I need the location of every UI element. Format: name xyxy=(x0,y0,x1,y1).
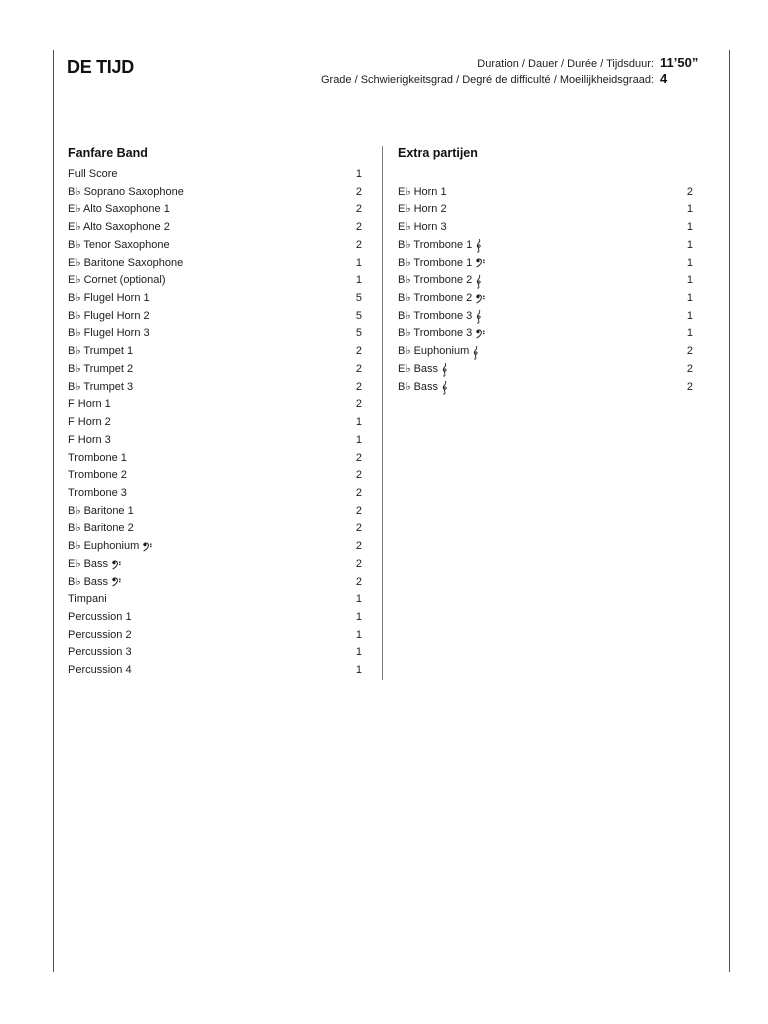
instrument-name: E♭ Cornet (optional) xyxy=(68,274,166,287)
treble-clef-icon xyxy=(441,380,449,395)
fanfare-band-list xyxy=(68,146,362,680)
instrument-name: B♭ Trombone 3 xyxy=(398,309,473,322)
bass-clef-icon xyxy=(475,329,486,339)
fanfare-band-rows xyxy=(68,166,362,680)
instrument-name: F Horn 2 xyxy=(68,416,111,429)
instrument-name: Percussion 1 xyxy=(68,610,132,623)
instrument-row xyxy=(68,325,362,343)
grade-label: Grade / Schwierigkeitsgrad / Degré de difficulté / Moeilijkheidsgraad: xyxy=(320,74,654,86)
instrument-name: B♭ Flugel Horn 3 xyxy=(68,327,150,340)
duration-label: Duration / Dauer / Durée / Tijdsduur: xyxy=(477,58,654,70)
extra-parts-heading: Extra partijen xyxy=(398,146,478,160)
instrument-row xyxy=(68,503,362,521)
instrument-name: Timpani xyxy=(68,593,107,606)
quantity: 1 xyxy=(355,274,362,287)
quantity: 1 xyxy=(355,646,362,659)
instrument-row xyxy=(68,538,362,556)
instrument-name: B♭ Baritone 1 xyxy=(68,504,134,517)
instrument-row xyxy=(398,237,693,255)
instrument-row xyxy=(398,379,693,397)
instrument-name: B♭ Bass xyxy=(68,575,109,588)
quantity: 2 xyxy=(355,575,362,588)
instrument-name: B♭ Trombone 1 xyxy=(398,256,473,269)
quantity: 2 xyxy=(355,221,362,234)
fanfare-band-heading: Fanfare Band xyxy=(68,146,148,160)
instrument-name: E♭ Horn 1 xyxy=(398,185,447,198)
instrument-name: E♭ Horn 2 xyxy=(398,203,447,216)
instrument-row xyxy=(68,414,362,432)
treble-clef-icon xyxy=(441,362,449,377)
instrument-name: B♭ Bass xyxy=(398,380,439,393)
quantity: 5 xyxy=(355,309,362,322)
meta-block xyxy=(321,55,710,87)
instrument-row xyxy=(68,361,362,379)
instrument-name: Percussion 4 xyxy=(68,664,132,677)
bass-clef-icon xyxy=(111,577,122,587)
instrument-row xyxy=(68,627,362,645)
treble-clef-icon xyxy=(475,238,483,253)
quantity: 2 xyxy=(355,380,362,393)
instrument-row xyxy=(398,184,693,202)
quantity: 1 xyxy=(686,238,693,251)
instrument-row xyxy=(68,520,362,538)
quantity: 2 xyxy=(355,451,362,464)
instrument-row xyxy=(398,343,693,361)
extra-parts-rows xyxy=(398,184,693,397)
instrument-row xyxy=(68,219,362,237)
bass-clef-icon xyxy=(111,560,122,570)
instrument-row xyxy=(68,290,362,308)
instrument-row xyxy=(68,343,362,361)
instrument-name: Trombone 1 xyxy=(68,451,127,464)
instrument-name: F Horn 3 xyxy=(68,433,111,446)
quantity: 2 xyxy=(686,380,693,393)
quantity: 2 xyxy=(355,469,362,482)
instrument-name: E♭ Alto Saxophone 2 xyxy=(68,221,170,234)
instrument-row xyxy=(68,485,362,503)
quantity: 1 xyxy=(355,628,362,641)
instrument-row xyxy=(68,308,362,326)
quantity: 2 xyxy=(355,540,362,553)
instrument-name: E♭ Horn 3 xyxy=(398,221,447,234)
instrument-name: B♭ Euphonium xyxy=(398,345,470,358)
instrument-row xyxy=(398,361,693,379)
instrument-name: B♭ Trombone 3 xyxy=(398,327,473,340)
instrument-name: B♭ Trumpet 3 xyxy=(68,380,134,393)
instrument-name: B♭ Trombone 1 xyxy=(398,238,473,251)
quantity: 2 xyxy=(355,238,362,251)
instrument-row xyxy=(68,379,362,397)
instrument-name: B♭ Euphonium xyxy=(68,540,140,553)
quantity: 2 xyxy=(355,557,362,570)
instrument-row xyxy=(398,290,693,308)
instrument-row xyxy=(68,184,362,202)
instrument-row xyxy=(398,201,693,219)
quantity: 1 xyxy=(686,221,693,234)
instrument-row xyxy=(68,574,362,592)
right-page-rule xyxy=(729,50,730,972)
instrument-name: E♭ Baritone Saxophone xyxy=(68,256,184,269)
quantity: 1 xyxy=(686,203,693,216)
instrument-row xyxy=(68,609,362,627)
left-page-rule xyxy=(53,50,54,972)
instrument-name: E♭ Bass xyxy=(68,557,109,570)
instrument-row xyxy=(398,325,693,343)
quantity: 2 xyxy=(355,203,362,216)
quantity: 1 xyxy=(686,292,693,304)
instrument-name: E♭ Bass xyxy=(398,362,439,375)
instrument-row xyxy=(68,166,362,184)
instrument-row xyxy=(68,272,362,290)
instrument-name: B♭ Soprano Saxophone xyxy=(68,185,184,198)
treble-clef-icon xyxy=(475,309,483,324)
instrument-name: Trombone 2 xyxy=(68,469,127,482)
instrument-name: B♭ Trombone 2 xyxy=(398,274,473,287)
quantity: 2 xyxy=(686,345,693,358)
instrument-row xyxy=(68,662,362,680)
instrument-row xyxy=(68,556,362,574)
quantity: 5 xyxy=(355,327,362,340)
instrument-row xyxy=(68,396,362,414)
instrument-name: B♭ Trumpet 2 xyxy=(68,362,134,375)
instrument-name: B♭ Trumpet 1 xyxy=(68,345,134,358)
column-divider xyxy=(382,146,383,680)
quantity: 1 xyxy=(355,610,362,623)
quantity: 1 xyxy=(686,309,693,322)
instrument-name: B♭ Flugel Horn 2 xyxy=(68,309,150,322)
instrument-row xyxy=(398,272,693,290)
quantity: 2 xyxy=(355,504,362,517)
quantity: 2 xyxy=(686,362,693,375)
treble-clef-icon xyxy=(472,345,480,360)
quantity: 2 xyxy=(355,522,362,535)
quantity: 2 xyxy=(355,345,362,358)
instrument-name: Percussion 2 xyxy=(68,628,132,641)
bass-clef-icon xyxy=(475,258,486,268)
quantity: 1 xyxy=(355,256,362,269)
instrument-row xyxy=(68,237,362,255)
treble-clef-icon xyxy=(475,274,483,289)
instrument-row xyxy=(68,644,362,662)
quantity: 1 xyxy=(686,256,693,269)
quantity: 2 xyxy=(355,185,362,198)
instrument-row xyxy=(68,467,362,485)
quantity: 2 xyxy=(355,398,362,411)
quantity: 1 xyxy=(355,416,362,429)
instrument-row xyxy=(68,201,362,219)
quantity: 1 xyxy=(355,433,362,446)
bass-clef-icon xyxy=(142,542,153,552)
duration-line xyxy=(321,55,710,71)
instrument-row xyxy=(68,450,362,468)
quantity: 2 xyxy=(686,185,693,198)
instrument-name: Percussion 3 xyxy=(68,646,132,659)
instrument-row xyxy=(398,219,693,237)
quantity: 2 xyxy=(355,486,362,499)
instrument-row xyxy=(398,308,693,326)
quantity: 1 xyxy=(355,593,362,606)
instrument-row xyxy=(398,255,693,273)
duration-value: 11’50” xyxy=(660,55,699,70)
instrument-name: E♭ Alto Saxophone 1 xyxy=(68,203,170,216)
quantity: 1 xyxy=(355,168,362,180)
instrument-name: B♭ Tenor Saxophone xyxy=(68,238,170,251)
instrument-name: B♭ Baritone 2 xyxy=(68,522,134,535)
instrument-row xyxy=(68,255,362,273)
instrument-row xyxy=(68,432,362,450)
instrument-name: Trombone 3 xyxy=(68,486,127,499)
quantity: 1 xyxy=(686,327,693,340)
grade-line xyxy=(321,71,710,87)
bass-clef-icon xyxy=(475,294,486,304)
page-title: DE TIJD xyxy=(67,57,134,77)
grade-value: 4 xyxy=(660,71,668,86)
quantity: 5 xyxy=(355,292,362,305)
quantity: 1 xyxy=(686,274,693,287)
instrument-name: Full Score xyxy=(68,168,118,180)
instrument-name: F Horn 1 xyxy=(68,398,111,411)
instrument-name: B♭ Trombone 2 xyxy=(398,292,473,304)
quantity: 2 xyxy=(355,362,362,375)
extra-parts-list xyxy=(398,146,693,396)
instrument-name: B♭ Flugel Horn 1 xyxy=(68,292,150,305)
instrument-row xyxy=(68,591,362,609)
quantity: 1 xyxy=(355,664,362,677)
